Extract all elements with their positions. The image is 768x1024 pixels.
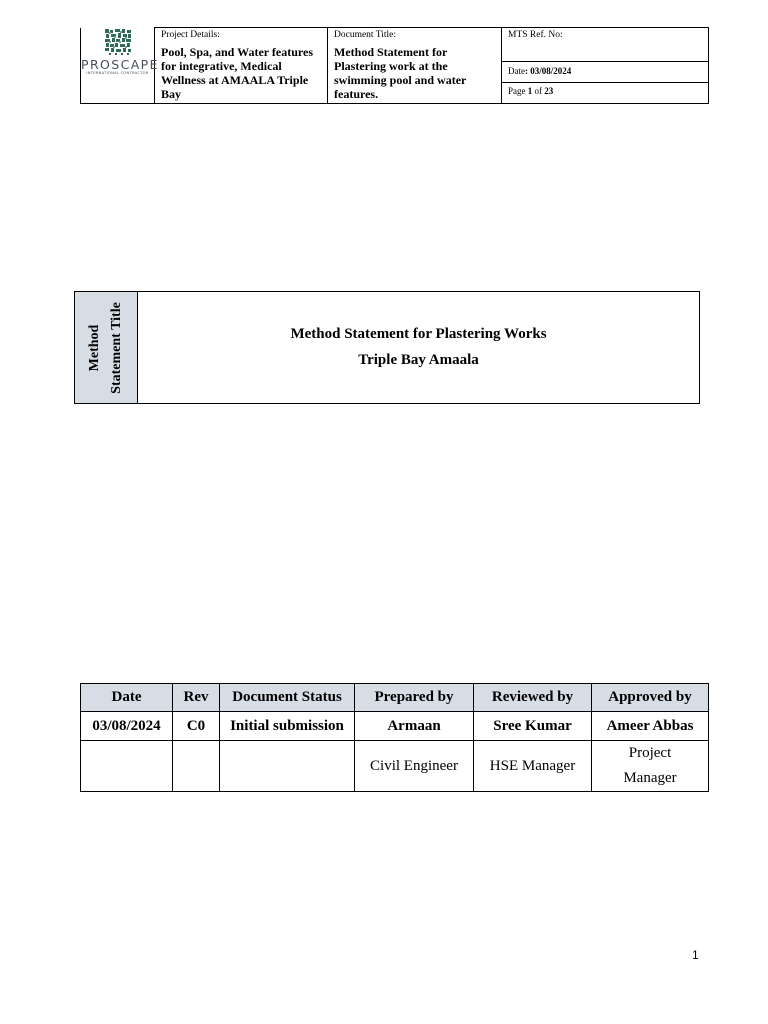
cell-empty [173,741,220,792]
logo-subtext: INTERNATIONAL CONTRACTOR [86,70,149,75]
header-date: Date [81,684,173,712]
cell-preparer-role: Civil Engineer [355,741,474,792]
cell-prepared-by: Armaan [355,712,474,741]
cell-reviewed-by: Sree Kumar [474,712,592,741]
mts-ref-cell [502,28,709,62]
logo-cell [81,28,159,104]
header-prepared-by: Prepared by [355,684,474,712]
page-of: of [534,86,542,96]
logo-wordmark: PROSCAPE [81,56,159,72]
page-number: 1 [692,948,699,962]
mts-ref-label: MTS Ref. No: [508,30,563,40]
page-current: 1 [527,86,533,96]
approval-header-row [81,684,709,712]
date-cell: Date: 03/08/2024 [502,62,709,83]
method-statement-subtitle: Triple Bay Amaala [358,352,479,368]
company-logo [81,28,159,76]
side-label-line1: Method [87,324,102,371]
cell-rev: C0 [173,712,220,741]
page-word: Page [508,86,526,96]
header-approved-by: Approved by [592,684,709,712]
date-label: Date [508,66,525,76]
cell-reviewer-role: HSE Manager [474,741,592,792]
header-reviewed-by: Reviewed by [474,684,592,712]
document-title-value: Method Statement for Plastering work at the swimming pool and water features. [334,45,467,101]
project-details-cell [155,28,328,104]
cell-document-status: Initial submission [220,712,355,741]
document-title-cell [328,28,502,104]
title-main [138,292,699,403]
cell-approved-by: Ameer Abbas [592,712,709,741]
header-rev: Rev [173,684,220,712]
cell-approver-role: Project Manager [592,741,709,792]
method-statement-title: Method Statement for Plastering Works [290,326,547,342]
cell-date: 03/08/2024 [81,712,173,741]
method-statement-title-box [74,291,700,404]
approval-table [80,683,709,792]
document-title-label: Document Title: [334,30,397,40]
page-count-cell [502,83,709,104]
cell-empty [220,741,355,792]
logo-mark-icon [101,28,135,56]
table-row [81,741,709,792]
project-details-label: Project Details: [161,30,220,40]
title-side-label [75,292,138,403]
cell-empty [81,741,173,792]
document-header [80,27,709,104]
page-total: 23 [544,86,554,96]
project-details-value: Pool, Spa, and Water features for integrative, Medical Wellness at AMAALA Triple Bay [161,45,314,101]
table-row [81,712,709,741]
date-value: 03/08/2024 [530,66,572,76]
side-label-line2: Statement Title [109,301,124,394]
header-document-status: Document Status [220,684,355,712]
